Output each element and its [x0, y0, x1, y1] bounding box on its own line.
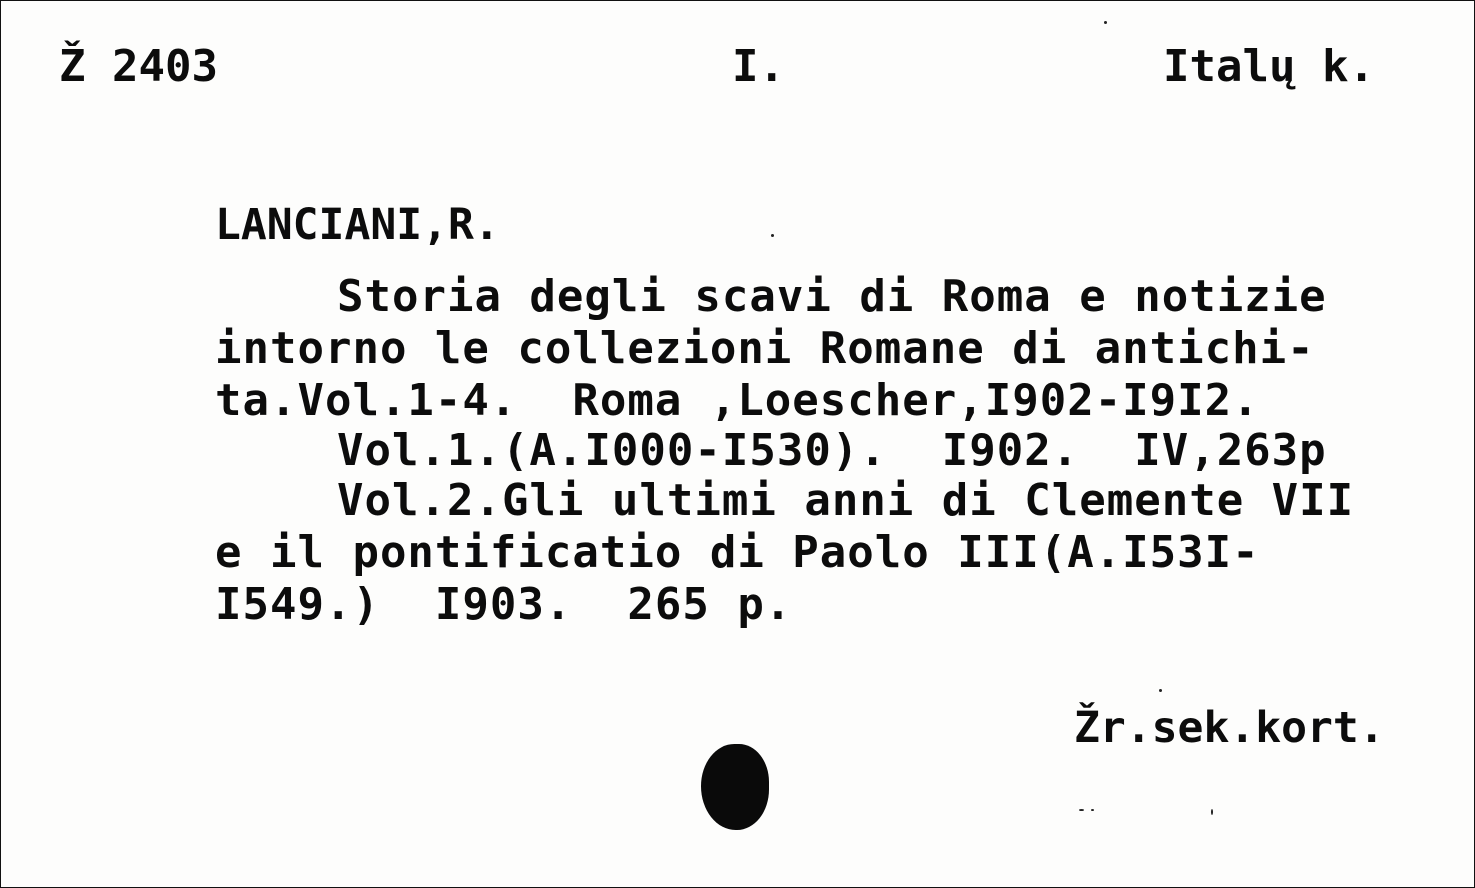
volume-2-line-3: I549.) I903. 265 p.: [215, 579, 793, 630]
ink-speck: [1079, 809, 1084, 811]
category-label: Italų k.: [1163, 41, 1375, 92]
ink-speck: [771, 234, 774, 237]
ink-speck: [1091, 809, 1094, 811]
volume-2-line-1: Vol.2.Gli ultimi anni di Clemente VII: [337, 475, 1355, 526]
ink-speck: [1104, 21, 1107, 24]
ink-speck: [1211, 809, 1213, 815]
ink-speck: [1159, 689, 1162, 692]
title-line-2: intorno le collezioni Romane di antichi-: [215, 323, 1315, 374]
call-number: Ž 2403: [59, 41, 218, 92]
see-reference-note: Žr.sek.kort.: [1074, 703, 1385, 753]
title-line-1: Storia degli scavi di Roma e notizie: [337, 271, 1327, 322]
volume-2-line-2: e il pontificatio di Paolo III(A.I53I-: [215, 527, 1260, 578]
author-heading: LANCIANI,R.: [215, 200, 500, 250]
imprint-line: ta.Vol.1-4. Roma ,Loescher,I902-I9I2.: [215, 375, 1260, 426]
volume-1-line: Vol.1.(A.I000-I530). I902. IV,263p: [337, 425, 1327, 476]
punch-hole: [701, 744, 769, 830]
section-mark: I.: [732, 41, 785, 92]
